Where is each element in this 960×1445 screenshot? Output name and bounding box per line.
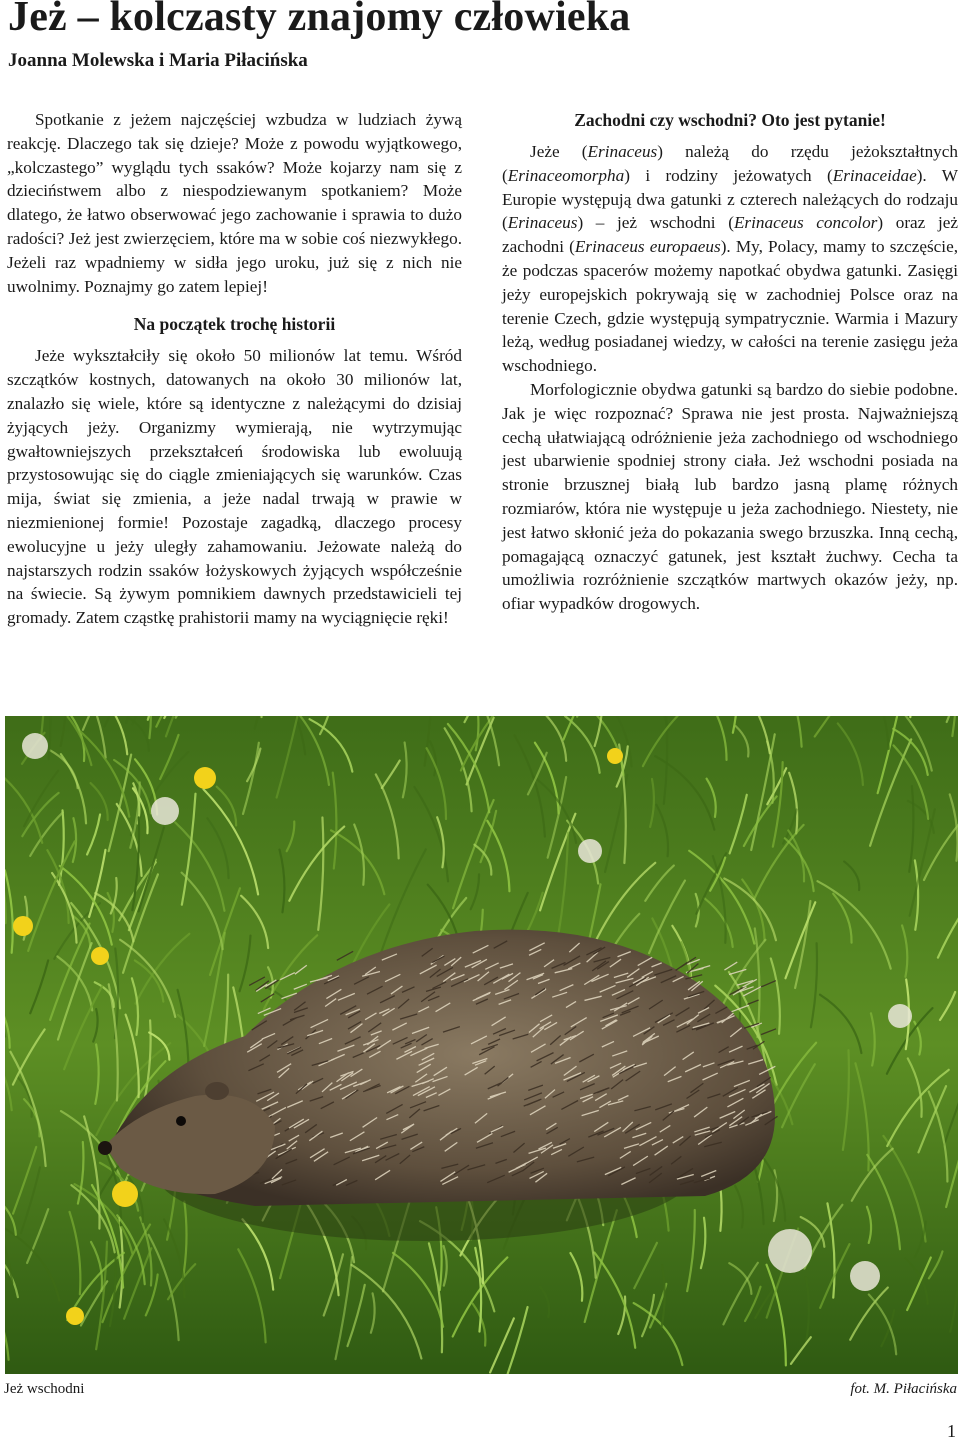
article-authors: Joanna Molewska i Maria Piłacińska bbox=[8, 50, 308, 71]
section-heading-history: Na początek trochę historii bbox=[133, 314, 336, 335]
left-column bbox=[7, 108, 462, 630]
history-paragraph: Jeże wykształciły się około 50 milionów lat temu. Wśród szczątków kostnych, datowanych na około 30 milionów lat, znalazło się wiele, które są identyczne z należącymi do dzisiaj żyjących jeży. Organizmy wymierają, nie wytrzymując gwałtowniejszych przekształceń środowiska lub ewoluują przystosowując się do ciągle zmieniających się warunków. Czas mija, świat się zmienia, a jeże nadal trwają w prawie w niezmienionej formie! Pozostaje zagadką, dlaczego procesy ewolucyjne u jeży uległy zahamowaniu. Jeżowate należą do najstarszych rodzin ssaków łożyskowych żyjących współcześnie na świecie. Są żywym pomnikiem dawnych przedstawicieli tej gromady. Zatem cząstkę prahistorii mamy na wyciągnięcie ręki! bbox=[7, 346, 462, 628]
right-column bbox=[502, 108, 958, 616]
hedgehog-illustration bbox=[5, 716, 958, 1374]
morphology-paragraph: Morfologicznie obydwa gatunki są bardzo do siebie podobne. Jak je więc rozpoznać? Sprawa nie jest prosta. Najważniejszą cechą ułatwiającą odróżnienie jeża zachodniego od wschodniego jest ubarwienie spodniej strony ciała. Jeż wschodni posiada na stronie brzusznej białą lub bardzo jasną plamę różnych rozmiarów, która nie występuje u jeża zachodniego. Niestety, nie jest łatwo skłonić jeża do pokazania swego brzuszka. Inną cechą, pomagającą oznaczyć gatunek, jest kształt żuchwy. Cecha ta umożliwia rozróżnienie szczątków martwych okazów jeży, np. ofiar wypadków drogowych. bbox=[502, 379, 958, 614]
intro-paragraph: Spotkanie z jeżem najczęściej wzbudza w ludziach żywą reakcję. Dlaczego tak się dzieje? Może z powodu wyjątkowego, „kolczastego” wyglądu tych ssaków? Może kojarzy nam się z dzieciństwem albo z niespodziewanym spotkaniem? Może dlatego, że łatwo obserwować jego zachowanie i sprawia to dużo radości? Jeż jest zwierzęciem, które ma w sobie coś niezwykłego. Jeżeli raz wpadniemy w sidła jego uroku, już się z nich nie uwolnimy. Poznajmy go zatem lepiej! bbox=[7, 110, 462, 296]
photo-credit: fot. M. Piłacińska bbox=[850, 1381, 957, 1397]
article-title: Jeż – kolczasty znajomy człowieka bbox=[8, 0, 631, 40]
photo-caption: Jeż wschodni bbox=[4, 1381, 85, 1397]
page-number: 1 bbox=[947, 1421, 956, 1441]
section-heading-species: Zachodni czy wschodni? Oto jest pytanie! bbox=[574, 110, 886, 130]
hedgehog-photo bbox=[5, 716, 958, 1374]
taxonomy-paragraph: Jeże (Erinaceus) należą do rzędu jeżokształtnych (Erinaceomorpha) i rodziny jeżowatych (Erinaceidae). W Europie występują dwa gatunki z czterech należących do rodzaju (Erinaceus) – jeż wschodni (Erinaceus concolor) oraz jeż zachodni (Erinaceus europaeus). My, Polacy, mamy to szczęście, że podczas spacerów możemy napotkać obydwa gatunki. Zasięgi jeży europejskich pokrywają się w zachodniej Polsce oraz na terenie Czech, gdzie występują sympatrycznie. Warmia i Mazury leżą, według posiadanej wiedzy, w całości na terenie zasięgu jeża wschodniego. bbox=[502, 142, 959, 376]
